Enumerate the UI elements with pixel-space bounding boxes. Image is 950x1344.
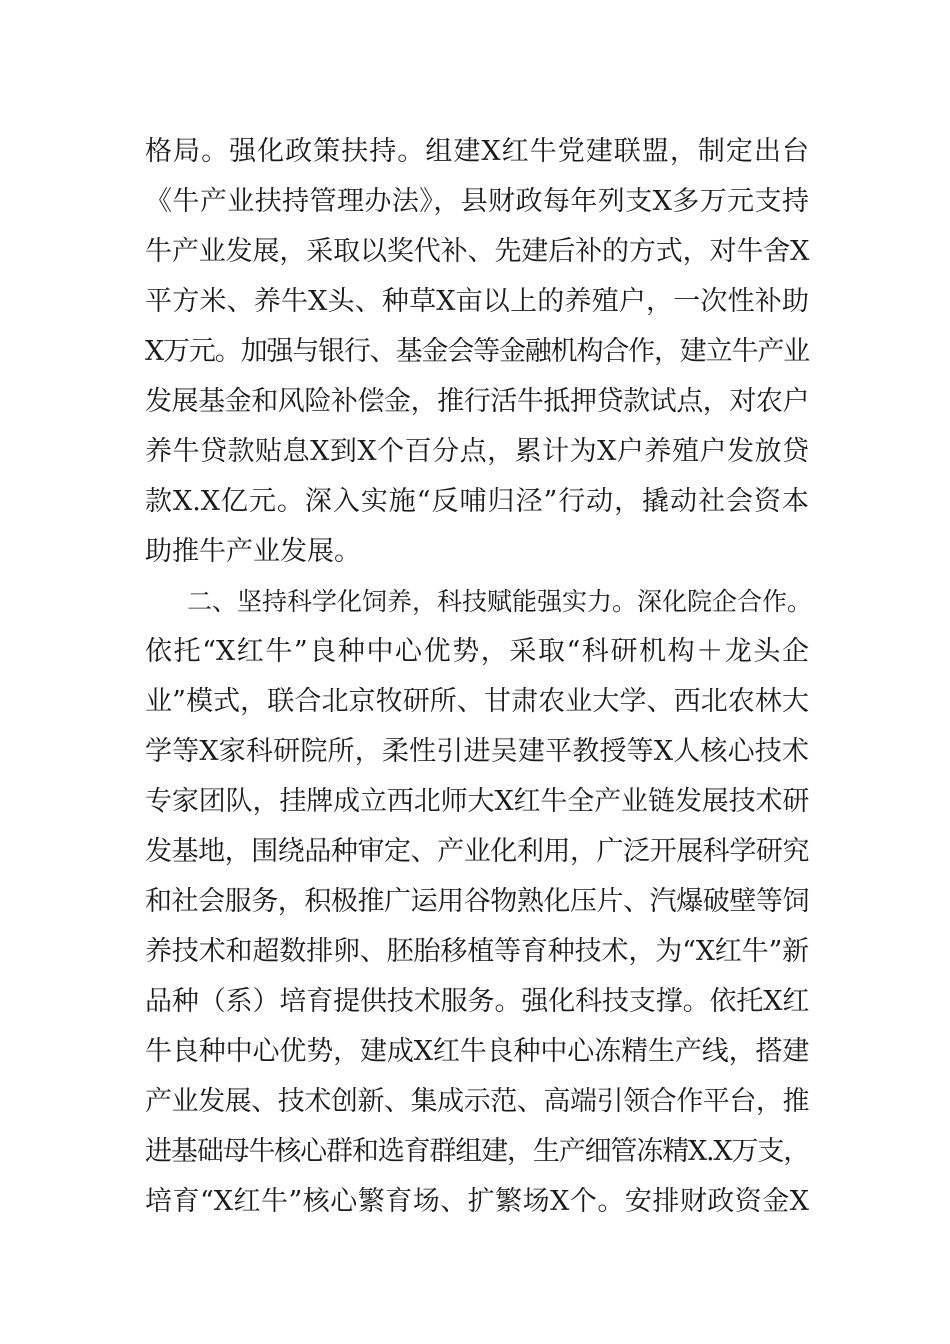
text-line: 学等X家科研院所，柔性引进吴建平教授等X人核心技术 (145, 736, 809, 767)
text-line: 进基础母牛核心群和选育群组建，生产细管冻精X.X万支， (145, 1136, 809, 1167)
text-line: 发基地，围绕品种审定、产业化利用，广泛开展科学研究 (145, 836, 809, 867)
text-line: 业”模式，联合北京牧研所、甘肃农业大学、西北农林大 (145, 686, 809, 717)
body-text (145, 127, 813, 1227)
text-line: 发展基金和风险补偿金，推行活牛抵押贷款试点，对农户 (145, 386, 809, 417)
text-line: 助推牛产业发展。 (145, 536, 361, 567)
text-line: X万元。加强与银行、基金会等金融机构合作，建立牛产业 (145, 336, 809, 367)
text-line: 牛良种中心优势，建成X红牛良种中心冻精生产线，搭建 (145, 1036, 810, 1067)
text-line: 培育“X红牛”核心繁育场、扩繁场X个。安排财政资金X (145, 1186, 809, 1217)
text-line: 养技术和超数排卵、胚胎移植等育种技术，为“X红牛”新 (145, 936, 809, 967)
text-line: 专家团队，挂牌成立西北师大X红牛全产业链发展技术研 (145, 786, 810, 817)
text-line: 产业发展、技术创新、集成示范、高端引领合作平台，推 (145, 1086, 809, 1117)
text-line: 和社会服务，积极推广运用谷物熟化压片、汽爆破壁等饲 (145, 886, 809, 917)
section-heading-line: 二、坚持科学化饲养，科技赋能强实力。深化院企合作。 (187, 587, 813, 616)
text-line: 平方米、养牛X头、种草X亩以上的养殖户，一次性补助 (145, 286, 809, 317)
text-line: 《牛产业扶持管理办法》，县财政每年列支X多万元支持 (145, 186, 809, 217)
text-line: 养牛贷款贴息X到X个百分点，累计为X户养殖户发放贷 (145, 436, 809, 467)
text-line: 依托“X红牛”良种中心优势，采取“科研机构＋龙头企 (145, 636, 809, 667)
text-line: 格局。强化政策扶持。组建X红牛党建联盟，制定出台 (145, 136, 809, 167)
text-line: 牛产业发展，采取以奖代补、先建后补的方式，对牛舍X (145, 236, 810, 267)
text-line: 款X.X亿元。深入实施“反哺归泾”行动，撬动社会资本 (145, 486, 809, 517)
text-line: 品种（系）培育提供技术服务。强化科技支撑。依托X红 (145, 986, 810, 1017)
